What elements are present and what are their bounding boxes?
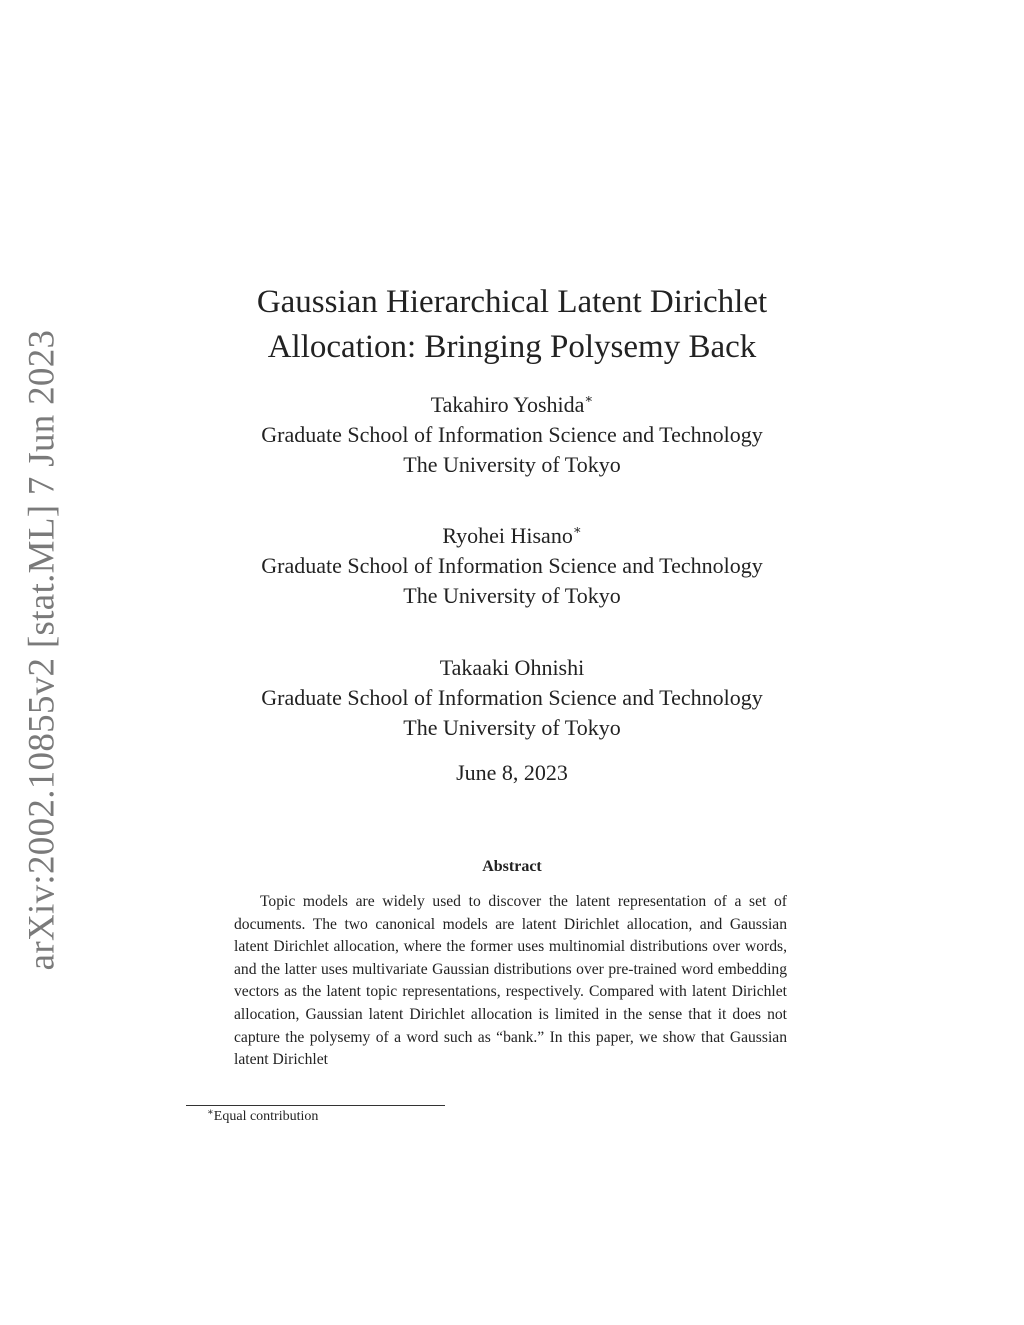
paper-title-line-2: Allocation: Bringing Polysemy Back [267,329,757,365]
author-affiliation-school: Graduate School of Information Science and Technology [261,553,763,578]
footnote-marker: ∗ [207,1107,214,1118]
paper-title [0,280,1024,370]
arxiv-identifier-stamp: arXiv:2002.10855v2 [stat.ML] 7 Jun 2023 [21,329,63,971]
author-affiliation-university: The University of Tokyo [403,715,621,740]
author-name: Takahiro Yoshida [430,392,585,417]
author-affiliation-university: The University of Tokyo [403,583,621,608]
abstract-heading: Abstract [482,858,542,875]
author-block-2 [0,521,1024,611]
footnote-text: Equal contribution [213,1109,319,1124]
author-block-1 [0,390,1024,480]
author-affiliation-school: Graduate School of Information Science and Technology [261,685,763,710]
author-block-3 [0,653,1024,743]
publication-date: June 8, 2023 [456,760,568,785]
author-name: Takaaki Ohnishi [439,655,585,680]
abstract-text: Topic models are widely used to discover the latent representation of a set of documents. The two canonical models are latent Dirichlet allocation, and Gaussian latent Dirichlet allocation, where the former uses multinomial distributions over words, and the latter uses multivariate Gaussian distributions over pre-trained word embedding vectors as the latent topic representations, respectively. Compared with latent Dirichlet allocation, Gaussian latent Dirichlet allocation is limited in the sense that it does not capture the polysemy of a word such as “bank.” In this paper, we show that Gaussian latent Dirichlet [234,893,787,1069]
footnote [207,1109,318,1125]
author-name: Ryohei Hisano [442,523,573,548]
author-footnote-marker: ∗ [584,391,594,406]
paper-title-line-1: Gaussian Hierarchical Latent Dirichlet [256,284,768,320]
footnote-divider [186,1105,445,1106]
author-affiliation-school: Graduate School of Information Science and Technology [261,422,763,447]
author-footnote-marker: ∗ [572,522,582,537]
author-affiliation-university: The University of Tokyo [403,452,621,477]
